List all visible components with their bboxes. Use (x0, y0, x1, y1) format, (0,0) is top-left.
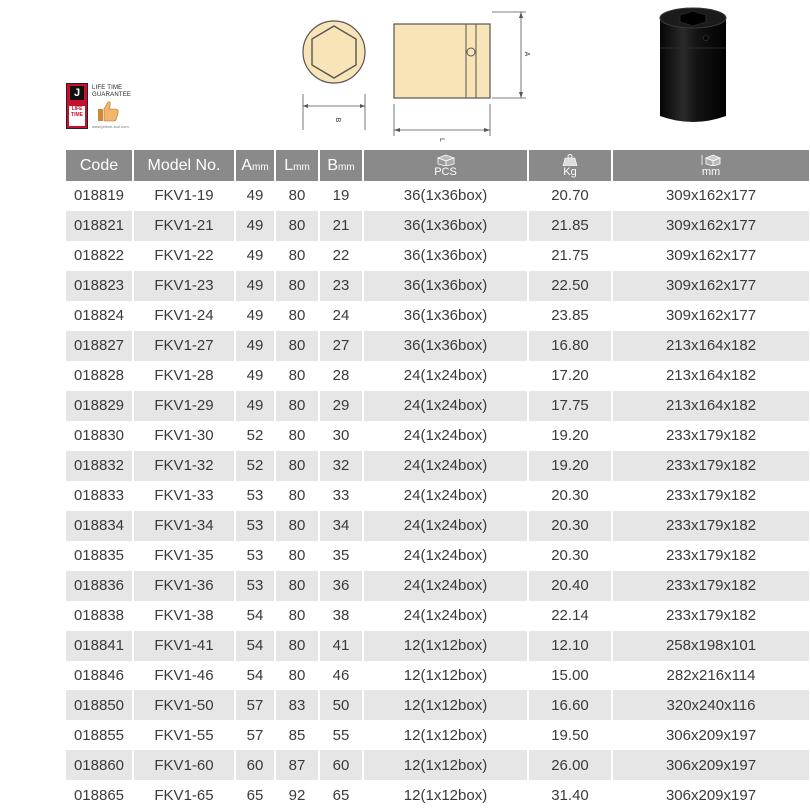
cell-mm: 233x179x182 (612, 541, 810, 571)
table-row (66, 451, 810, 481)
cell-b: 30 (319, 421, 363, 451)
table-row (66, 181, 810, 211)
cell-a: 49 (235, 181, 275, 211)
cell-model: FKV1-35 (133, 541, 235, 571)
dimension-box-icon (700, 154, 722, 166)
cell-b: 21 (319, 211, 363, 241)
cell-mm: 309x162x177 (612, 271, 810, 301)
table-row (66, 631, 810, 661)
dimension-label-a: A (523, 51, 530, 57)
header-model: Model No. (133, 150, 235, 181)
cell-kg: 19.50 (528, 720, 612, 750)
guarantee-line-2: GUARANTEE (92, 92, 132, 98)
cell-model: FKV1-24 (133, 301, 235, 331)
table-row (66, 750, 810, 780)
cell-l: 80 (275, 481, 319, 511)
cell-a: 49 (235, 391, 275, 421)
cell-pcs: 24(1x24box) (363, 361, 528, 391)
table-row (66, 541, 810, 571)
cell-pcs: 36(1x36box) (363, 271, 528, 301)
cell-mm: 213x164x182 (612, 391, 810, 421)
cell-l: 80 (275, 271, 319, 301)
cell-a: 54 (235, 661, 275, 691)
header-a-label: A (241, 156, 252, 174)
cell-a: 52 (235, 421, 275, 451)
cell-a: 54 (235, 601, 275, 631)
cell-kg: 15.00 (528, 661, 612, 691)
cell-l: 80 (275, 181, 319, 211)
cell-pcs: 12(1x12box) (363, 661, 528, 691)
cell-model: FKV1-38 (133, 601, 235, 631)
cell-code: 018823 (66, 271, 133, 301)
cell-l: 80 (275, 511, 319, 541)
cell-kg: 21.85 (528, 211, 612, 241)
cell-l: 80 (275, 601, 319, 631)
cell-a: 53 (235, 541, 275, 571)
cell-a: 49 (235, 301, 275, 331)
table-row (66, 511, 810, 541)
cell-mm: 306x209x197 (612, 780, 810, 810)
cell-b: 33 (319, 481, 363, 511)
box-icon (436, 154, 456, 166)
cell-l: 80 (275, 331, 319, 361)
cell-model: FKV1-19 (133, 181, 235, 211)
cell-model: FKV1-28 (133, 361, 235, 391)
table-row (66, 241, 810, 271)
cell-l: 80 (275, 451, 319, 481)
cell-pcs: 24(1x24box) (363, 601, 528, 631)
cell-l: 80 (275, 661, 319, 691)
cell-code: 018834 (66, 511, 133, 541)
cell-code: 018846 (66, 661, 133, 691)
cell-model: FKV1-65 (133, 780, 235, 810)
cell-b: 38 (319, 601, 363, 631)
cell-pcs: 24(1x24box) (363, 451, 528, 481)
cell-model: FKV1-32 (133, 451, 235, 481)
cell-model: FKV1-21 (133, 211, 235, 241)
cell-code: 018865 (66, 780, 133, 810)
cell-a: 57 (235, 690, 275, 720)
table-row (66, 690, 810, 720)
cell-model: FKV1-50 (133, 690, 235, 720)
header-mm (612, 150, 810, 181)
cell-kg: 23.85 (528, 301, 612, 331)
header-code: Code (66, 150, 133, 181)
table-row (66, 361, 810, 391)
cell-model: FKV1-22 (133, 241, 235, 271)
cell-kg: 19.20 (528, 421, 612, 451)
cell-mm: 233x179x182 (612, 481, 810, 511)
brand-logo (66, 83, 88, 129)
cell-kg: 12.10 (528, 631, 612, 661)
cell-pcs: 24(1x24box) (363, 571, 528, 601)
cell-b: 55 (319, 720, 363, 750)
cell-kg: 20.30 (528, 481, 612, 511)
cell-model: FKV1-23 (133, 271, 235, 301)
cell-kg: 16.80 (528, 331, 612, 361)
cell-mm: 233x179x182 (612, 511, 810, 541)
header-mm-label: mm (701, 165, 721, 178)
cell-mm: 213x164x182 (612, 331, 810, 361)
cell-b: 19 (319, 181, 363, 211)
cell-pcs: 36(1x36box) (363, 211, 528, 241)
header-a (235, 150, 275, 181)
cell-code: 018855 (66, 720, 133, 750)
table-row (66, 661, 810, 691)
cell-code: 018828 (66, 361, 133, 391)
cell-pcs: 24(1x24box) (363, 481, 528, 511)
cell-b: 34 (319, 511, 363, 541)
cell-mm: 258x198x101 (612, 631, 810, 661)
table-row (66, 720, 810, 750)
cell-l: 80 (275, 391, 319, 421)
cell-a: 54 (235, 631, 275, 661)
cell-mm: 233x179x182 (612, 601, 810, 631)
cell-kg: 16.60 (528, 690, 612, 720)
cell-model: FKV1-36 (133, 571, 235, 601)
table-body (66, 181, 810, 810)
cell-code: 018838 (66, 601, 133, 631)
cell-pcs: 12(1x12box) (363, 631, 528, 661)
guarantee-line-1: LIFE TIME (92, 85, 123, 91)
cell-a: 49 (235, 331, 275, 361)
cell-code: 018824 (66, 301, 133, 331)
cell-kg: 20.30 (528, 511, 612, 541)
dimension-label-l: L (438, 138, 445, 142)
dimension-label-b: B (334, 117, 341, 123)
table-row (66, 331, 810, 361)
weight-icon (562, 154, 578, 166)
table-row (66, 481, 810, 511)
cell-code: 018860 (66, 750, 133, 780)
cell-pcs: 36(1x36box) (363, 181, 528, 211)
header-pcs-label: PCS (434, 165, 457, 178)
cell-model: FKV1-46 (133, 661, 235, 691)
header-b (319, 150, 363, 181)
cell-kg: 31.40 (528, 780, 612, 810)
cell-code: 018829 (66, 391, 133, 421)
cell-pcs: 36(1x36box) (363, 301, 528, 331)
header-pcs (363, 150, 528, 181)
table-row (66, 301, 810, 331)
header-l-label: L (284, 156, 294, 174)
cell-a: 53 (235, 571, 275, 601)
cell-model: FKV1-30 (133, 421, 235, 451)
cell-a: 49 (235, 241, 275, 271)
cell-a: 52 (235, 451, 275, 481)
lifetime-guarantee-badge (66, 83, 146, 131)
header-b-unit: mm (338, 161, 355, 173)
header-kg (528, 150, 612, 181)
cell-code: 018819 (66, 181, 133, 211)
cell-code: 018835 (66, 541, 133, 571)
cell-b: 36 (319, 571, 363, 601)
cell-model: FKV1-34 (133, 511, 235, 541)
table-row (66, 391, 810, 421)
cell-b: 60 (319, 750, 363, 780)
cell-l: 87 (275, 750, 319, 780)
header-b-label: B (327, 156, 338, 174)
cell-a: 49 (235, 211, 275, 241)
cell-pcs: 36(1x36box) (363, 241, 528, 271)
cell-model: FKV1-41 (133, 631, 235, 661)
cell-a: 49 (235, 361, 275, 391)
table-row (66, 271, 810, 301)
cell-kg: 22.14 (528, 601, 612, 631)
cell-model: FKV1-27 (133, 331, 235, 361)
cell-l: 80 (275, 301, 319, 331)
cell-mm: 309x162x177 (612, 181, 810, 211)
brand-logo-text: LIFE TIME (69, 106, 85, 126)
cell-code: 018850 (66, 690, 133, 720)
cell-model: FKV1-60 (133, 750, 235, 780)
cell-pcs: 12(1x12box) (363, 690, 528, 720)
cell-l: 92 (275, 780, 319, 810)
cell-pcs: 12(1x12box) (363, 720, 528, 750)
cell-pcs: 12(1x12box) (363, 780, 528, 810)
cell-kg: 17.20 (528, 361, 612, 391)
cell-b: 24 (319, 301, 363, 331)
cell-a: 57 (235, 720, 275, 750)
hex-end-view-diagram (300, 10, 370, 130)
header-a-unit: mm (252, 161, 269, 173)
cell-code: 018830 (66, 421, 133, 451)
cell-code: 018833 (66, 481, 133, 511)
side-view-diagram (370, 4, 530, 144)
cell-l: 80 (275, 241, 319, 271)
cell-model: FKV1-29 (133, 391, 235, 421)
cell-kg: 19.20 (528, 451, 612, 481)
cell-pcs: 24(1x24box) (363, 541, 528, 571)
cell-mm: 233x179x182 (612, 571, 810, 601)
header-l (275, 150, 319, 181)
cell-mm: 282x216x114 (612, 661, 810, 691)
cell-b: 50 (319, 690, 363, 720)
cell-kg: 22.50 (528, 271, 612, 301)
cell-kg: 20.30 (528, 541, 612, 571)
cell-mm: 306x209x197 (612, 750, 810, 780)
cell-l: 80 (275, 421, 319, 451)
cell-model: FKV1-33 (133, 481, 235, 511)
cell-l: 80 (275, 211, 319, 241)
cell-b: 28 (319, 361, 363, 391)
spec-table (66, 150, 810, 810)
cell-kg: 26.00 (528, 750, 612, 780)
cell-pcs: 24(1x24box) (363, 421, 528, 451)
cell-mm: 320x240x116 (612, 690, 810, 720)
header-kg-label: Kg (563, 165, 577, 178)
cell-b: 23 (319, 271, 363, 301)
cell-mm: 309x162x177 (612, 301, 810, 331)
cell-pcs: 24(1x24box) (363, 511, 528, 541)
table-row (66, 421, 810, 451)
cell-code: 018836 (66, 571, 133, 601)
table-row (66, 571, 810, 601)
cell-b: 35 (319, 541, 363, 571)
cell-b: 29 (319, 391, 363, 421)
cell-kg: 17.75 (528, 391, 612, 421)
cell-pcs: 24(1x24box) (363, 391, 528, 421)
cell-l: 83 (275, 690, 319, 720)
brand-logo-letter: J (70, 86, 84, 100)
cell-mm: 309x162x177 (612, 241, 810, 271)
cell-code: 018822 (66, 241, 133, 271)
cell-b: 65 (319, 780, 363, 810)
table-header-row (66, 150, 810, 181)
cell-a: 65 (235, 780, 275, 810)
cell-b: 32 (319, 451, 363, 481)
cell-b: 22 (319, 241, 363, 271)
cell-mm: 213x164x182 (612, 361, 810, 391)
cell-mm: 233x179x182 (612, 421, 810, 451)
cell-kg: 20.40 (528, 571, 612, 601)
cell-code: 018827 (66, 331, 133, 361)
cell-mm: 306x209x197 (612, 720, 810, 750)
badge-url: www.jetech-tool.com (92, 124, 129, 129)
cell-b: 46 (319, 661, 363, 691)
cell-pcs: 36(1x36box) (363, 331, 528, 361)
cell-code: 018821 (66, 211, 133, 241)
cell-a: 60 (235, 750, 275, 780)
cell-a: 49 (235, 271, 275, 301)
cell-l: 80 (275, 631, 319, 661)
cell-l: 80 (275, 541, 319, 571)
cell-l: 80 (275, 361, 319, 391)
cell-a: 53 (235, 481, 275, 511)
cell-l: 80 (275, 571, 319, 601)
cell-code: 018841 (66, 631, 133, 661)
table-row (66, 211, 810, 241)
cell-b: 27 (319, 331, 363, 361)
cell-b: 41 (319, 631, 363, 661)
header-l-unit: mm (293, 161, 310, 173)
cell-mm: 233x179x182 (612, 451, 810, 481)
cell-kg: 20.70 (528, 181, 612, 211)
cell-pcs: 12(1x12box) (363, 750, 528, 780)
cell-code: 018832 (66, 451, 133, 481)
cell-l: 85 (275, 720, 319, 750)
thumbs-up-icon (96, 100, 120, 122)
table-row (66, 780, 810, 810)
guarantee-text (92, 85, 146, 99)
cell-model: FKV1-55 (133, 720, 235, 750)
cell-a: 53 (235, 511, 275, 541)
cell-kg: 21.75 (528, 241, 612, 271)
impact-socket-photo (652, 4, 734, 128)
cell-mm: 309x162x177 (612, 211, 810, 241)
table-row (66, 601, 810, 631)
